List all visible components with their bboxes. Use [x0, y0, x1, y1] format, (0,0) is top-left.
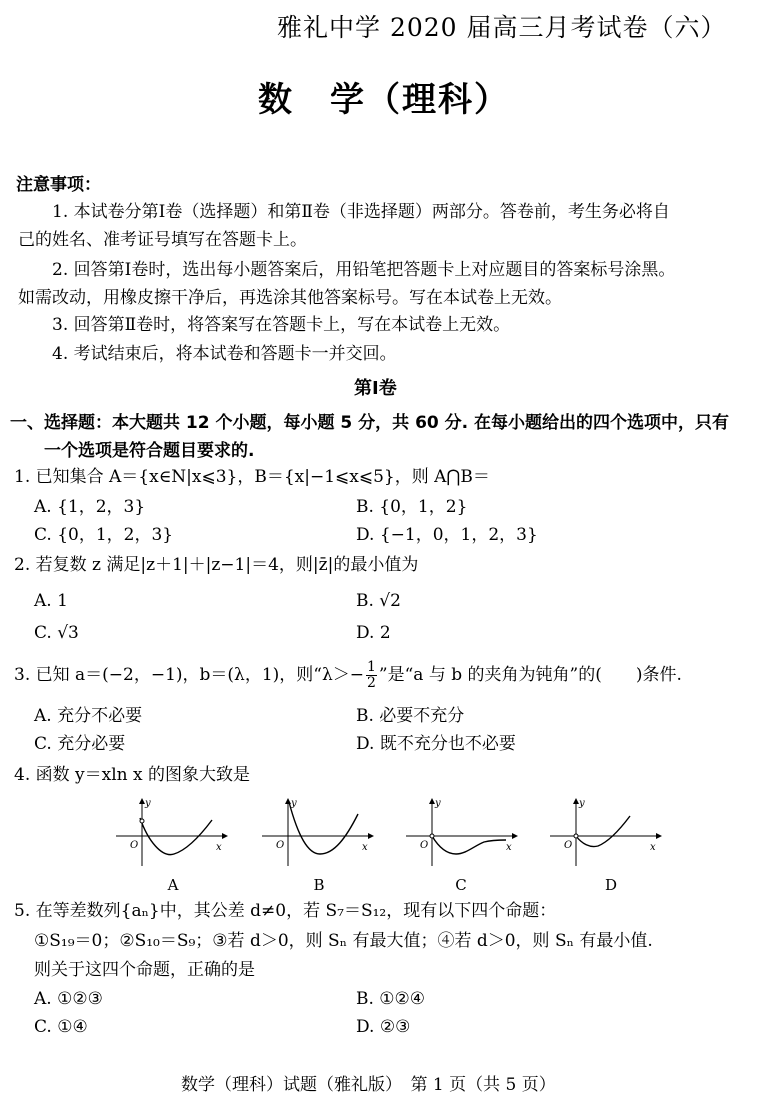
question-5-option-b: B. ①②④ [356, 989, 426, 1009]
note-item-2: 2. 回答第Ⅰ卷时，选出每小题答案后，用铅笔把答题卡上对应题目的答案标号涂黑。 [52, 260, 676, 280]
question-3-stem [14, 660, 682, 691]
graph-c-origin: O [420, 840, 429, 851]
question-3-stem-pre: 3. 已知 a＝(−2，−1)，b＝(λ，1)，则“λ＞− [14, 665, 364, 685]
graph-c-y-label: y [435, 798, 441, 809]
note-item-4: 4. 考试结束后，将本试卷和答题卡一并交回。 [52, 344, 397, 364]
question-3-option-a: A. 充分不必要 [34, 706, 143, 726]
question-5-option-c: C. ①④ [34, 1017, 88, 1037]
graph-d-x-label: x [650, 842, 656, 853]
graph-a-y-label: y [145, 798, 151, 809]
graph-b [258, 796, 378, 868]
question-2-option-b: B. √2 [356, 591, 401, 611]
question-3-option-d: D. 既不充分也不必要 [356, 734, 516, 754]
fraction-denominator: 2 [367, 675, 376, 691]
graph-c-x-label: x [506, 842, 512, 853]
fraction-one-half [366, 660, 377, 691]
question-3-option-b: B. 必要不充分 [356, 706, 465, 726]
graph-c-label: C [455, 876, 467, 894]
subject-title: 数 学（理科） [258, 80, 510, 120]
note-item-3: 3. 回答第Ⅱ卷时，将答案写在答题卡上，写在本试卷上无效。 [52, 315, 511, 335]
graph-a [112, 796, 232, 868]
graph-a-origin: O [130, 840, 139, 851]
question-4-stem: 4. 函数 y＝xln x 的图象大致是 [14, 765, 250, 785]
question-2-option-c: C. √3 [34, 623, 79, 643]
graph-d-y-label: y [579, 798, 585, 809]
question-5-ask: 则关于这四个命题，正确的是 [34, 960, 255, 980]
note-item-2-cont: 如需改动，用橡皮擦干净后，再选涂其他答案标号。写在本试卷上无效。 [18, 288, 562, 308]
page-footer: 数学（理科）试题（雅礼版） 第 1 页（共 5 页） [181, 1075, 556, 1095]
section-heading: 一、选择题：本大题共 12 个小题，每小题 5 分，共 60 分. 在每小题给出的四个选项中，只有 [10, 413, 730, 433]
part-title: 第Ⅰ卷 [354, 378, 397, 399]
graph-b-x-label: x [362, 842, 368, 853]
graph-a-x-label: x [216, 842, 222, 853]
note-item-1: 1. 本试卷分第Ⅰ卷（选择题）和第Ⅱ卷（非选择题）两部分。答卷前，考生务必将自 [52, 202, 670, 222]
question-5-option-a: A. ①②③ [34, 989, 103, 1009]
graph-d-origin: O [564, 840, 573, 851]
question-2-option-a: A. 1 [34, 591, 68, 611]
graph-b-origin: O [276, 840, 285, 851]
question-2-option-d: D. 2 [356, 623, 391, 643]
question-2-stem: 2. 若复数 z 满足|z＋1|＋|z−1|＝4，则|z̄|的最小值为 [14, 555, 419, 575]
graph-c [402, 796, 522, 868]
question-5-propositions: ①S₁₉＝0；②S₁₀＝S₉；③若 d＞0，则 Sₙ 有最大值；④若 d＞0，则 Sₙ 有最小值. [34, 931, 653, 951]
question-5-option-d: D. ②③ [356, 1017, 411, 1037]
question-1-option-c: C. {0，1，2，3} [34, 525, 174, 545]
question-5-stem: 5. 在等差数列{aₙ}中，其公差 d≠0，若 S₇＝S₁₂，现有以下四个命题： [14, 901, 557, 921]
section-heading-cont: 一个选项是符合题目要求的. [44, 441, 255, 461]
question-3-stem-post: ”是“a 与 b 的夹角为钝角”的( )条件. [378, 665, 682, 685]
graph-d [546, 796, 666, 868]
question-1-stem: 1. 已知集合 A＝{x∈N|x⩽3}，B＝{x|−1⩽x⩽5}，则 A⋂B＝ [14, 467, 490, 487]
graph-d-label: D [604, 876, 618, 894]
graph-b-y-label: y [291, 798, 297, 809]
question-1-option-d: D. {−1，0，1，2，3} [356, 525, 538, 545]
fraction-numerator: 1 [367, 659, 376, 675]
notes-heading: 注意事项： [16, 175, 101, 195]
question-1-option-b: B. {0，1，2} [356, 497, 468, 517]
question-3-option-c: C. 充分必要 [34, 734, 126, 754]
graph-a-label: A [167, 876, 179, 894]
note-item-1-cont: 己的姓名、准考证号填写在答题卡上。 [18, 230, 307, 250]
school-exam-title: 雅礼中学 2020 届高三月考试卷（六） [277, 13, 727, 42]
question-1-option-a: A. {1，2，3} [34, 497, 146, 517]
graph-b-label: B [313, 876, 325, 894]
